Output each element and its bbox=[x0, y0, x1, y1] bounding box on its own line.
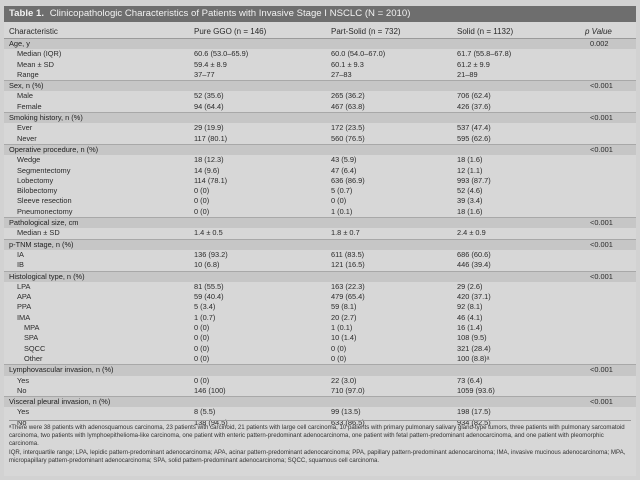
table-row bbox=[4, 354, 636, 365]
table-frame bbox=[4, 6, 636, 476]
group-empty-cell bbox=[326, 365, 452, 376]
pure-ggo-value: 1 (0.7) bbox=[194, 312, 216, 322]
row-label: No bbox=[17, 385, 27, 395]
part-solid-value: 710 (97.0) bbox=[331, 385, 365, 395]
part-solid-value: 27–83 bbox=[331, 69, 352, 79]
table-row bbox=[4, 70, 636, 81]
p-value: <0.001 bbox=[580, 113, 636, 124]
pure-ggo-value: 0 (0) bbox=[194, 343, 210, 353]
table-row bbox=[4, 386, 636, 397]
solid-value: 52 (4.6) bbox=[457, 186, 483, 196]
table-row bbox=[4, 91, 636, 101]
group-empty-cell bbox=[326, 397, 452, 408]
solid-value: 29 (2.6) bbox=[457, 281, 483, 291]
p-value-empty bbox=[580, 134, 636, 145]
group-empty-cell bbox=[452, 239, 580, 250]
part-solid-value: 467 (63.8) bbox=[331, 101, 365, 111]
row-label: SQCC bbox=[24, 343, 46, 353]
pure-ggo-value: 0 (0) bbox=[194, 196, 210, 206]
header-part-solid: Part-Solid (n = 732) bbox=[326, 25, 452, 39]
p-value-empty bbox=[580, 250, 636, 260]
p-value-empty bbox=[580, 60, 636, 70]
row-label: Pneumonectomy bbox=[17, 206, 73, 216]
part-solid-value: 636 (86.9) bbox=[331, 175, 365, 185]
pure-ggo-value: 136 (93.2) bbox=[194, 249, 228, 259]
pure-ggo-value: 146 (100) bbox=[194, 385, 226, 395]
solid-value: 39 (3.4) bbox=[457, 196, 483, 206]
row-label: SPA bbox=[24, 333, 39, 343]
solid-value: 686 (60.6) bbox=[457, 249, 491, 259]
group-empty-cell bbox=[452, 271, 580, 282]
group-label: Age, y bbox=[4, 39, 189, 50]
table-row bbox=[4, 166, 636, 176]
solid-value: 1059 (93.6) bbox=[457, 385, 495, 395]
p-value-empty bbox=[580, 228, 636, 239]
table-title: Clinicopathologic Characteristics of Patients with Invasive Stage I NSCLC (N = 2010) bbox=[49, 8, 411, 19]
p-value-empty bbox=[580, 123, 636, 133]
p-value-empty bbox=[580, 166, 636, 176]
row-label: No bbox=[17, 417, 27, 427]
p-value: 0.002 bbox=[580, 39, 636, 50]
pure-ggo-value: 0 (0) bbox=[194, 206, 210, 216]
p-value-empty bbox=[580, 207, 636, 218]
table-row bbox=[4, 49, 636, 59]
group-empty-cell bbox=[326, 239, 452, 250]
part-solid-value: 22 (3.0) bbox=[331, 375, 357, 385]
pure-ggo-value: 14 (9.6) bbox=[194, 165, 220, 175]
table-row bbox=[4, 155, 636, 165]
group-empty-cell bbox=[452, 81, 580, 92]
row-label: IMA bbox=[17, 312, 31, 322]
table-row bbox=[4, 376, 636, 386]
solid-value: 706 (62.4) bbox=[457, 91, 491, 101]
group-label: p-TNM stage, n (%) bbox=[4, 239, 189, 250]
table-row bbox=[4, 407, 636, 417]
table-row bbox=[4, 102, 636, 113]
pure-ggo-value: 29 (19.9) bbox=[194, 123, 224, 133]
group-row bbox=[4, 81, 636, 92]
pure-ggo-value: 0 (0) bbox=[194, 375, 210, 385]
row-label: Range bbox=[17, 69, 39, 79]
row-label: Bilobectomy bbox=[17, 186, 58, 196]
p-value: <0.001 bbox=[580, 218, 636, 229]
solid-value: 198 (17.5) bbox=[457, 407, 491, 417]
group-empty-cell bbox=[189, 397, 326, 408]
part-solid-value: 60.0 (54.0–67.0) bbox=[331, 49, 386, 59]
part-solid-value: 43 (5.9) bbox=[331, 155, 357, 165]
group-label: Lymphovascular invasion, n (%) bbox=[4, 365, 189, 376]
p-value-empty bbox=[580, 354, 636, 365]
part-solid-value: 611 (83.5) bbox=[331, 249, 365, 259]
group-empty-cell bbox=[189, 218, 326, 229]
solid-value: 993 (87.7) bbox=[457, 175, 491, 185]
pure-ggo-value: 0 (0) bbox=[194, 186, 210, 196]
table-row bbox=[4, 176, 636, 186]
solid-value: 92 (8.1) bbox=[457, 302, 483, 312]
group-label: Histological type, n (%) bbox=[4, 271, 189, 282]
part-solid-value: 47 (6.4) bbox=[331, 165, 357, 175]
part-solid-value: 163 (22.3) bbox=[331, 281, 365, 291]
table-row bbox=[4, 207, 636, 218]
p-value-empty bbox=[580, 376, 636, 386]
group-empty-cell bbox=[326, 113, 452, 124]
row-label: Other bbox=[24, 353, 43, 363]
pure-ggo-value: 0 (0) bbox=[194, 333, 210, 343]
part-solid-value: 1 (0.1) bbox=[331, 206, 353, 216]
group-empty-cell bbox=[189, 365, 326, 376]
row-label: MPA bbox=[24, 323, 40, 333]
table-row bbox=[4, 60, 636, 70]
row-label: IA bbox=[17, 249, 24, 259]
solid-value: 61.2 ± 9.9 bbox=[457, 59, 490, 69]
part-solid-value: 479 (65.4) bbox=[331, 292, 365, 302]
table-row bbox=[4, 123, 636, 133]
table-body bbox=[4, 39, 636, 428]
group-row bbox=[4, 144, 636, 155]
pure-ggo-value: 0 (0) bbox=[194, 323, 210, 333]
group-empty-cell bbox=[326, 144, 452, 155]
pure-ggo-value: 8 (5.5) bbox=[194, 407, 216, 417]
p-value-empty bbox=[580, 91, 636, 101]
group-row bbox=[4, 397, 636, 408]
p-value-empty bbox=[580, 49, 636, 59]
group-empty-cell bbox=[452, 113, 580, 124]
part-solid-value: 10 (1.4) bbox=[331, 333, 357, 343]
pure-ggo-value: 52 (35.6) bbox=[194, 91, 224, 101]
table-title-bar bbox=[4, 6, 636, 22]
p-value-empty bbox=[580, 260, 636, 271]
table-row bbox=[4, 228, 636, 239]
group-empty-cell bbox=[189, 81, 326, 92]
pure-ggo-value: 37–77 bbox=[194, 69, 215, 79]
pure-ggo-value: 81 (55.5) bbox=[194, 281, 224, 291]
p-value-empty bbox=[580, 407, 636, 417]
header-solid: Solid (n = 1132) bbox=[452, 25, 580, 39]
group-empty-cell bbox=[452, 144, 580, 155]
solid-value: 595 (62.6) bbox=[457, 133, 491, 143]
group-empty-cell bbox=[452, 365, 580, 376]
p-value-empty bbox=[580, 186, 636, 196]
group-empty-cell bbox=[326, 271, 452, 282]
part-solid-value: 5 (0.7) bbox=[331, 186, 353, 196]
group-empty-cell bbox=[189, 113, 326, 124]
table-number: Table 1. bbox=[9, 8, 45, 19]
table-row bbox=[4, 196, 636, 206]
group-label: Pathological size, cm bbox=[4, 218, 189, 229]
solid-value: 73 (6.4) bbox=[457, 375, 483, 385]
header-p-value: p Value bbox=[580, 25, 636, 39]
p-value-empty bbox=[580, 333, 636, 343]
table-footnotes bbox=[9, 417, 631, 465]
header-row bbox=[4, 25, 636, 39]
pure-ggo-value: 5 (3.4) bbox=[194, 302, 216, 312]
row-label: Median (IQR) bbox=[17, 49, 62, 59]
row-label: Sleeve resection bbox=[17, 196, 72, 206]
p-value: <0.001 bbox=[580, 239, 636, 250]
part-solid-value: 265 (36.2) bbox=[331, 91, 365, 101]
solid-value: 16 (1.4) bbox=[457, 323, 483, 333]
group-row bbox=[4, 239, 636, 250]
group-empty-cell bbox=[326, 218, 452, 229]
p-value-empty bbox=[580, 344, 636, 354]
row-label: IB bbox=[17, 260, 24, 270]
group-row bbox=[4, 39, 636, 50]
p-value-empty bbox=[580, 323, 636, 333]
part-solid-value: 0 (0) bbox=[331, 196, 347, 206]
p-value-empty bbox=[580, 196, 636, 206]
table-row bbox=[4, 313, 636, 323]
solid-value: 2.4 ± 0.9 bbox=[457, 228, 486, 238]
table-row bbox=[4, 250, 636, 260]
p-value: <0.001 bbox=[580, 144, 636, 155]
table-row bbox=[4, 134, 636, 145]
solid-value: 426 (37.6) bbox=[457, 101, 491, 111]
table-row bbox=[4, 302, 636, 312]
pure-ggo-value: 59 (40.4) bbox=[194, 292, 224, 302]
part-solid-value: 121 (16.5) bbox=[331, 260, 365, 270]
part-solid-value: 0 (0) bbox=[331, 353, 347, 363]
pure-ggo-value: 94 (64.4) bbox=[194, 101, 224, 111]
header-pure-ggo: Pure GGO (n = 146) bbox=[189, 25, 326, 39]
table-row bbox=[4, 333, 636, 343]
row-label: Yes bbox=[17, 407, 30, 417]
pure-ggo-value: 117 (80.1) bbox=[194, 133, 228, 143]
characteristics-table bbox=[4, 25, 636, 428]
solid-value: 108 (9.5) bbox=[457, 333, 487, 343]
group-empty-cell bbox=[452, 218, 580, 229]
solid-value: 12 (1.1) bbox=[457, 165, 483, 175]
table-row bbox=[4, 292, 636, 302]
part-solid-value: 560 (76.5) bbox=[331, 133, 365, 143]
row-label: Yes bbox=[17, 375, 30, 385]
solid-value: 100 (8.8)ᵃ bbox=[457, 353, 490, 363]
solid-value: 446 (39.4) bbox=[457, 260, 491, 270]
group-empty-cell bbox=[326, 81, 452, 92]
pure-ggo-value: 114 (78.1) bbox=[194, 175, 228, 185]
group-empty-cell bbox=[452, 397, 580, 408]
p-value-empty bbox=[580, 302, 636, 312]
group-empty-cell bbox=[326, 39, 452, 50]
pure-ggo-value: 1.4 ± 0.5 bbox=[194, 228, 223, 238]
p-value: <0.001 bbox=[580, 397, 636, 408]
row-label: Male bbox=[17, 91, 34, 101]
table-row bbox=[4, 260, 636, 271]
group-empty-cell bbox=[189, 39, 326, 50]
solid-value: 420 (37.1) bbox=[457, 292, 491, 302]
table-row bbox=[4, 323, 636, 333]
group-empty-cell bbox=[189, 239, 326, 250]
table-row bbox=[4, 344, 636, 354]
pure-ggo-value: 18 (12.3) bbox=[194, 155, 224, 165]
row-label: Median ± SD bbox=[17, 228, 60, 238]
part-solid-value: 1.8 ± 0.7 bbox=[331, 228, 360, 238]
row-label: PPA bbox=[17, 302, 32, 312]
pure-ggo-value: 138 (94.5) bbox=[194, 417, 228, 427]
row-label: Lobectomy bbox=[17, 175, 54, 185]
row-label: Never bbox=[17, 133, 37, 143]
group-row bbox=[4, 271, 636, 282]
part-solid-value: 99 (13.5) bbox=[331, 407, 361, 417]
pure-ggo-value: 10 (6.8) bbox=[194, 260, 220, 270]
solid-value: 18 (1.6) bbox=[457, 206, 483, 216]
p-value-empty bbox=[580, 386, 636, 397]
p-value-empty bbox=[580, 292, 636, 302]
part-solid-value: 0 (0) bbox=[331, 343, 347, 353]
p-value-empty bbox=[580, 313, 636, 323]
group-label: Sex, n (%) bbox=[4, 81, 189, 92]
pure-ggo-value: 59.4 ± 8.9 bbox=[194, 59, 227, 69]
row-label: Mean ± SD bbox=[17, 59, 54, 69]
solid-value: 934 (82.5) bbox=[457, 417, 491, 427]
table-row bbox=[4, 282, 636, 292]
solid-value: 21–89 bbox=[457, 69, 478, 79]
solid-value: 537 (47.4) bbox=[457, 123, 491, 133]
solid-value: 46 (4.1) bbox=[457, 312, 483, 322]
table-row bbox=[4, 186, 636, 196]
solid-value: 18 (1.6) bbox=[457, 155, 483, 165]
group-row bbox=[4, 113, 636, 124]
header-characteristic: Characteristic bbox=[4, 25, 189, 39]
p-value-empty bbox=[580, 70, 636, 81]
row-label: Segmentectomy bbox=[17, 165, 71, 175]
row-label: LPA bbox=[17, 281, 31, 291]
group-label: Visceral pleural invasion, n (%) bbox=[4, 397, 189, 408]
group-label: Operative procedure, n (%) bbox=[4, 144, 189, 155]
footnote-abbreviations: IQR, interquartile range; LPA, lepidic pattern-predominant adenocarcinoma; APA, acinar pattern-predominant adenocarcinoma; PPA, papillary pattern-predominant adenocarcinoma; IMA, invasive mucinous adenocarcinoma; MPA, micropapillary pattern-predominant adenocarcinoma; SPA, solid pattern-predominant adenocarcinoma; SQCC, squamous cell carcinoma. bbox=[9, 448, 626, 464]
group-empty-cell bbox=[189, 271, 326, 282]
p-value-empty bbox=[580, 155, 636, 165]
part-solid-value: 20 (2.7) bbox=[331, 312, 357, 322]
p-value-empty bbox=[580, 282, 636, 292]
group-row bbox=[4, 218, 636, 229]
group-label: Smoking history, n (%) bbox=[4, 113, 189, 124]
pure-ggo-value: 0 (0) bbox=[194, 353, 210, 363]
p-value: <0.001 bbox=[580, 271, 636, 282]
part-solid-value: 172 (23.5) bbox=[331, 123, 365, 133]
row-label: Female bbox=[17, 101, 42, 111]
p-value-empty bbox=[580, 176, 636, 186]
solid-value: 61.7 (55.8–67.8) bbox=[457, 49, 512, 59]
pure-ggo-value: 60.6 (53.0–65.9) bbox=[194, 49, 249, 59]
part-solid-value: 1 (0.1) bbox=[331, 323, 353, 333]
solid-value: 321 (28.4) bbox=[457, 343, 491, 353]
row-label: APA bbox=[17, 292, 32, 302]
footnote-a: ᵃThere were 38 patients with adenosquamous carcinoma, 23 patients with carcinoid, 21 patients with large cell carcinoma, 10 patients with primary pulmonary salivary gland-type tumors, three patients with pulmonary sarcomatoid carcinoma, two patients with lymphoepithelioma-like carcinoma, one patient with enteric pattern-predominant adenocarcinoma, one patient with fetal pattern-predominant adenocarcinoma, and one patient with pleomorphic carcinoma. bbox=[9, 424, 625, 448]
part-solid-value: 633 (86.5) bbox=[331, 417, 365, 427]
p-value-empty bbox=[580, 102, 636, 113]
part-solid-value: 60.1 ± 9.3 bbox=[331, 59, 364, 69]
p-value: <0.001 bbox=[580, 365, 636, 376]
group-empty-cell bbox=[452, 39, 580, 50]
group-empty-cell bbox=[189, 144, 326, 155]
row-label: Wedge bbox=[17, 155, 41, 165]
part-solid-value: 59 (8.1) bbox=[331, 302, 357, 312]
group-row bbox=[4, 365, 636, 376]
row-label: Ever bbox=[17, 123, 33, 133]
p-value: <0.001 bbox=[580, 81, 636, 92]
